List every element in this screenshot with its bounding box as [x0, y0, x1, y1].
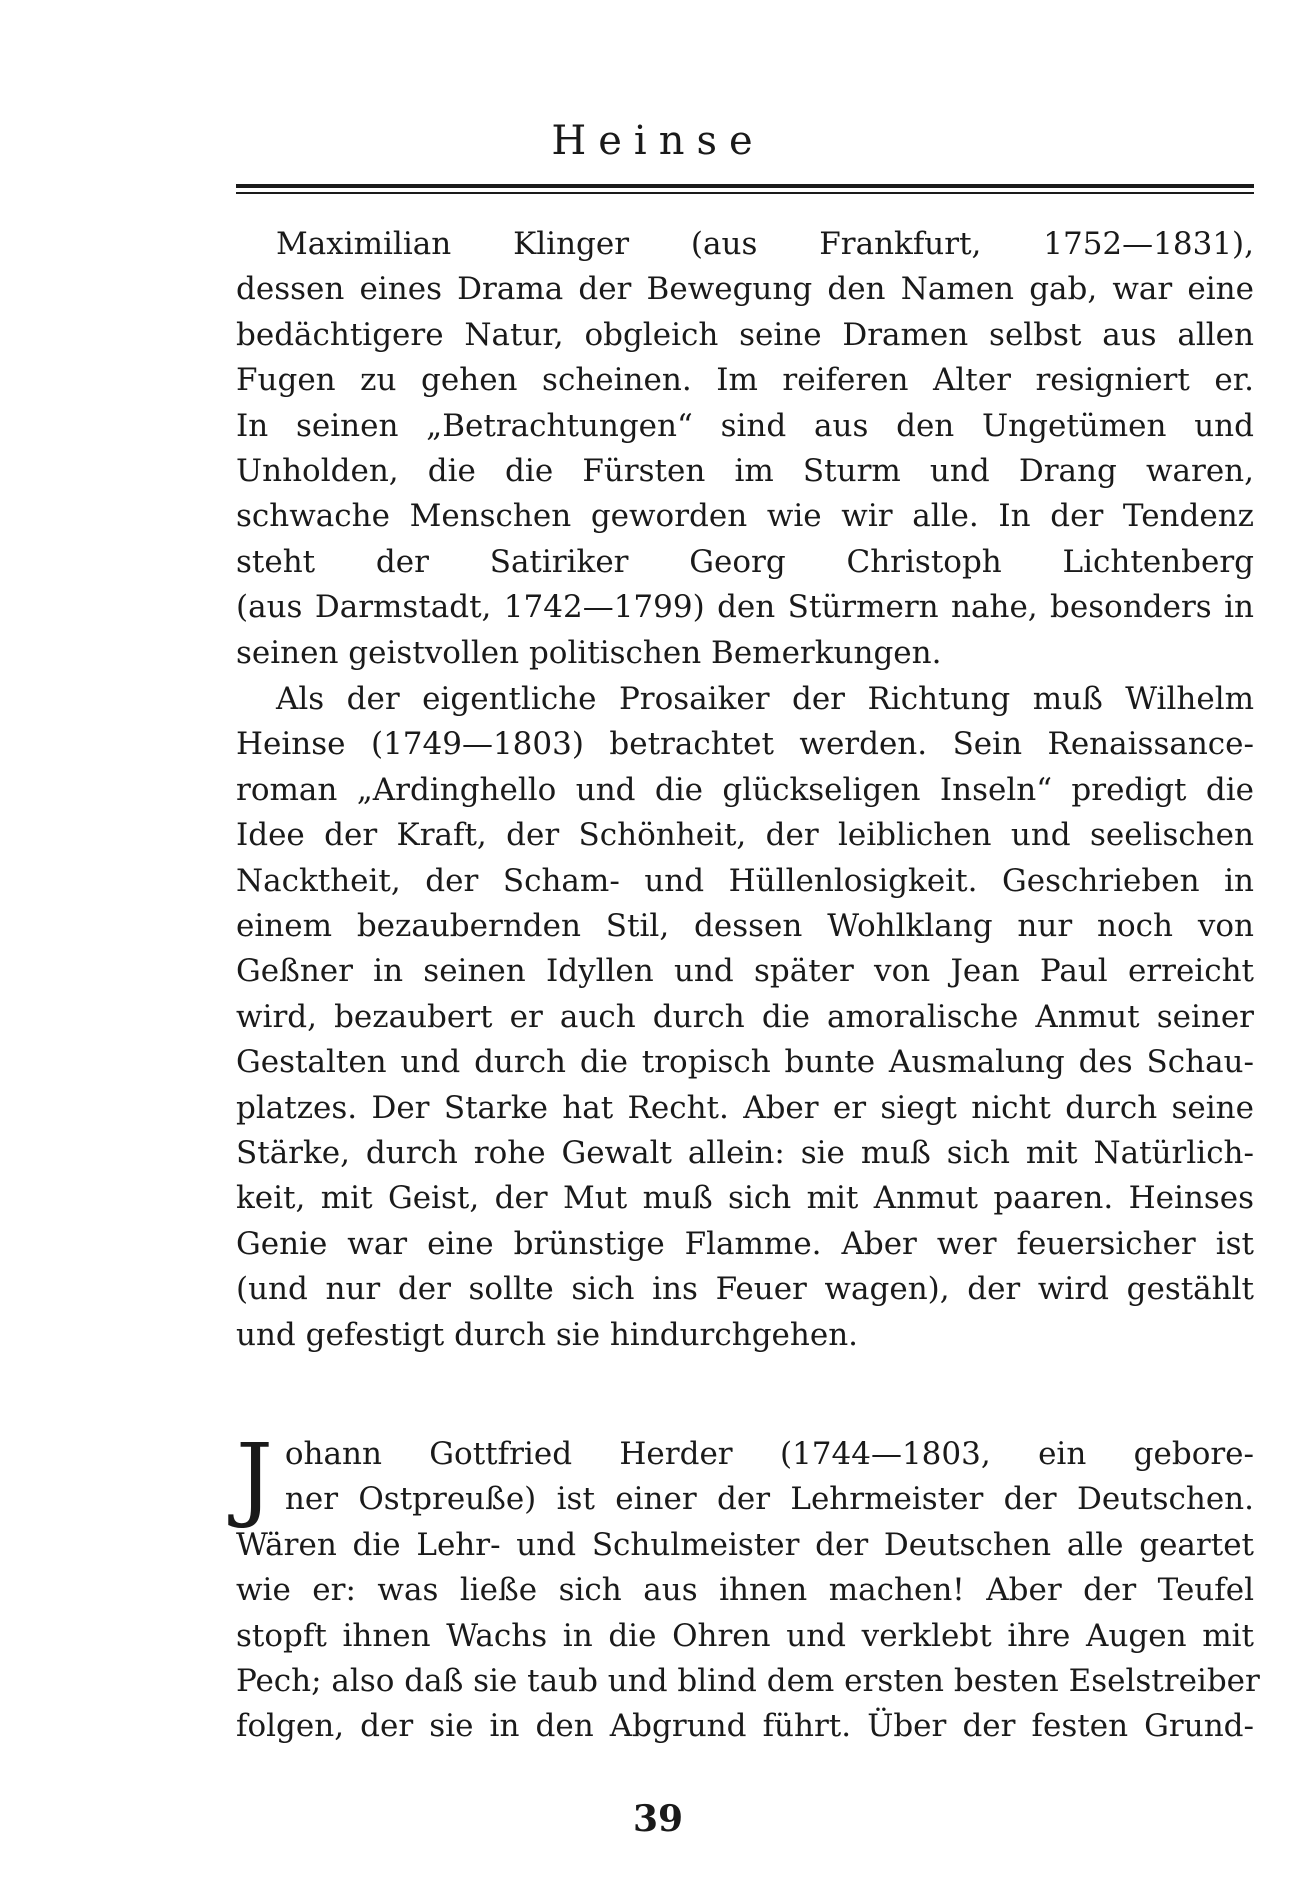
text-line: roman „Ardinghello und die glückseligen Inseln“ predigt die: [236, 771, 1254, 808]
text-line: wird, bezaubert er auch durch die amoralische Anmut seiner: [236, 998, 1254, 1035]
text-line: Stärke, durch rohe Gewalt allein: sie muß sich mit Natürlich-: [236, 1135, 1254, 1172]
text-line: keit, mit Geist, der Mut muß sich mit Anmut paaren. Heinses: [236, 1180, 1254, 1217]
text-line: seinen geistvollen politischen Bemerkungen.: [236, 634, 942, 671]
text-line: folgen, der sie in den Abgrund führt. Über der festen Grund-: [236, 1708, 1254, 1745]
page-number: 39: [632, 1798, 684, 1840]
drop-cap: J: [236, 1424, 273, 1531]
text-line: ner Ostpreuße) ist einer der Lehrmeister der Deutschen.: [284, 1481, 1254, 1518]
text-line: Gestalten und durch die tropisch bunte Ausmalung des Schau-: [236, 1044, 1254, 1081]
header-rule-thick: [236, 184, 1254, 188]
text-line: schwache Menschen geworden wie wir alle. In der Tendenz: [236, 498, 1254, 535]
text-line: Nacktheit, der Scham- und Hüllenlosigkeit. Geschrieben in: [236, 862, 1254, 899]
text-line: Heinse (1749—1803) betrachtet werden. Sein Renaissance-: [236, 726, 1254, 763]
text-line: einem bezaubernden Stil, dessen Wohlklang nur noch von: [236, 908, 1254, 945]
text-line: platzes. Der Starke hat Recht. Aber er siegt nicht durch seine: [236, 1089, 1254, 1126]
text-line: steht der Satiriker Georg Christoph Lichtenberg: [236, 543, 1254, 580]
text-line: Idee der Kraft, der Schönheit, der leiblichen und seelischen: [236, 817, 1254, 854]
running-head: Heinse: [551, 118, 765, 164]
text-line: Als der eigentliche Prosaiker der Richtung muß Wilhelm: [276, 681, 1254, 717]
text-line: In seinen „Betrachtungen“ sind aus den Ungetümen und: [236, 407, 1254, 444]
paragraph-heinse: [236, 677, 1254, 1358]
text-line: dessen eines Drama der Bewegung den Namen gab, war eine: [236, 271, 1254, 308]
text-line: (aus Darmstadt, 1742—1799) den Stürmern nahe, besonders in: [236, 589, 1254, 626]
text-line: stopft ihnen Wachs in die Ohren und verklebt ihre Augen mit: [236, 1617, 1254, 1654]
header-rule-thin: [236, 192, 1254, 194]
paragraph-klinger: [236, 222, 1254, 676]
text-line: Pech; also daß sie taub und blind dem ersten besten Eselstreiber: [236, 1663, 1260, 1700]
text-line: Wären die Lehr- und Schulmeister der Deutschen alle geartet: [236, 1526, 1254, 1563]
text-line: Genie war eine brünstige Flamme. Aber wer feuersicher ist: [236, 1225, 1254, 1262]
paragraph-herder: [236, 1424, 1260, 1750]
text-line: ohann Gottfried Herder (1744—1803, ein gebore-: [284, 1436, 1254, 1472]
text-line: wie er: was ließe sich aus ihnen machen! Aber der Teufel: [236, 1572, 1254, 1609]
text-line: (und nur der sollte sich ins Feuer wagen), der wird gestählt: [236, 1271, 1254, 1308]
text-line: und gefestigt durch sie hindurchgehen.: [236, 1316, 859, 1353]
text-line: bedächtigere Natur, obgleich seine Dramen selbst aus allen: [236, 316, 1254, 353]
text-line: Unholden, die die Fürsten im Sturm und Drang waren,: [236, 453, 1254, 490]
text-line: Maximilian Klinger (aus Frankfurt, 1752—1831),: [276, 226, 1254, 262]
text-line: Fugen zu gehen scheinen. Im reiferen Alter resigniert er.: [236, 362, 1254, 399]
text-line: Geßner in seinen Idyllen und später von Jean Paul erreicht: [236, 953, 1254, 990]
